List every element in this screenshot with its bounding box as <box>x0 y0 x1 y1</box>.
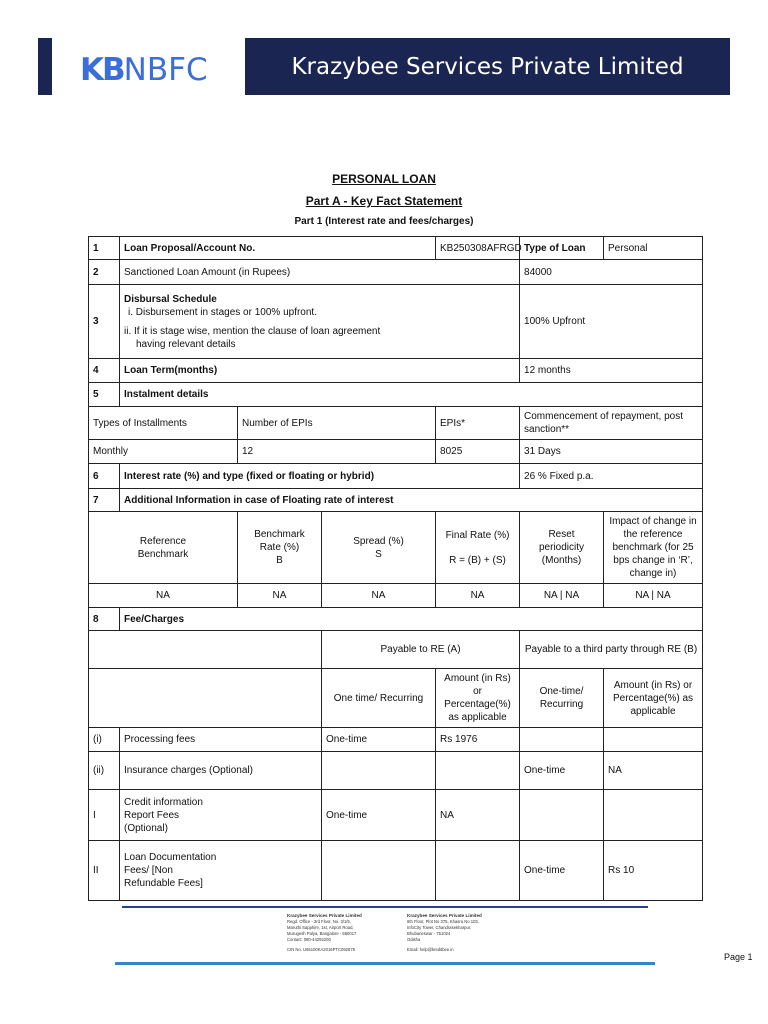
document-title: PERSONAL LOAN <box>332 172 436 186</box>
table-row <box>89 608 703 631</box>
document-subtitle: Part 1 (Interest rate and fees/charges) <box>294 216 474 227</box>
sanctioned-amount-value: 84000 <box>520 260 703 285</box>
fee-label: Processing fees <box>120 728 322 752</box>
third-party-amount-header: Amount (in Rs) or Percentage(%) as applicable <box>604 669 703 728</box>
reset-periodicity-header <box>520 512 604 584</box>
re-amount-header: Amount (in Rs) or Percentage(%) as applicable <box>436 669 520 728</box>
impact-value: NA | NA <box>604 584 703 608</box>
fee-label-text: Credit information Report Fees (Optional) <box>124 796 203 834</box>
fee-re-amount <box>436 752 520 790</box>
fee-third-frequency <box>520 728 604 752</box>
footer-text: Bhubaneswar - 751024 <box>407 931 451 936</box>
footer-divider-top <box>122 906 648 908</box>
row-number: 5 <box>89 383 120 407</box>
fee-third-amount: Rs 10 <box>604 841 703 901</box>
fee-re-amount: NA <box>436 790 520 841</box>
key-fact-table <box>88 236 703 901</box>
header-text: Rate (%) <box>259 542 300 553</box>
empty-cell <box>89 669 322 728</box>
fee-third-frequency: One-time <box>520 841 604 901</box>
loan-type-label: Type of Loan <box>520 237 604 260</box>
sanctioned-amount-label: Sanctioned Loan Amount (in Rupees) <box>120 260 520 285</box>
table-row <box>89 790 703 841</box>
table-row <box>89 237 703 260</box>
footer-text: Krazybee Services Private Limited <box>407 913 482 918</box>
footer-text: InfoCity Tower, Chandrasekharpur, <box>407 925 472 930</box>
repayment-commencement-header: Commencement of repayment, post sanction** <box>520 407 703 440</box>
payable-third-party-header: Payable to a third party through RE (B) <box>520 631 703 669</box>
header-text: Reference <box>139 535 187 547</box>
final-rate-header <box>436 512 520 584</box>
document-part-title: Part A - Key Fact Statement <box>305 194 463 208</box>
fee-re-frequency: One-time <box>322 728 436 752</box>
row-number: 1 <box>89 237 120 260</box>
page-number: Page 1 <box>724 952 753 962</box>
footer-text: Contact: 080-44292200 <box>287 937 331 942</box>
empty-cell <box>89 631 322 669</box>
disbursal-schedule-label: Disbursal Schedule <box>124 293 217 305</box>
disbursal-line-1: i. Disbursement in stages or 100% upfront. <box>128 306 317 318</box>
header-accent-bar <box>38 38 52 95</box>
floating-rate-label: Additional Information in case of Floating rate of interest <box>120 489 703 512</box>
table-row <box>89 728 703 752</box>
row-number: 6 <box>89 464 120 489</box>
fee-number: I <box>89 790 120 841</box>
epi-value: 8025 <box>436 440 520 464</box>
third-party-frequency-header: One-time/ Recurring <box>520 669 604 728</box>
footer-text: Regd. Office - 3rd Floor, No. 3/1/5, <box>287 919 351 924</box>
reset-periodicity-value: NA | NA <box>520 584 604 608</box>
footer-text: Krazybee Services Private Limited <box>287 913 362 918</box>
disbursal-schedule-cell <box>120 285 520 359</box>
row-number: 3 <box>89 285 120 359</box>
footer-text: Odisha <box>407 937 421 942</box>
header-text: Final Rate (%) <box>445 529 510 541</box>
loan-account-value: KB250308AFRGD <box>436 237 520 260</box>
fee-re-amount <box>436 841 520 901</box>
re-frequency-header: One time/ Recurring <box>322 669 436 728</box>
epi-count-header: Number of EPIs <box>238 407 436 440</box>
header-text: Benchmark <box>137 548 189 560</box>
header-text: periodicity <box>539 542 585 553</box>
fee-re-frequency: One-time <box>322 790 436 841</box>
header-text: S <box>375 548 382 560</box>
fee-re-frequency <box>322 841 436 901</box>
table-row <box>89 359 703 383</box>
fee-third-frequency <box>520 790 604 841</box>
table-row <box>89 464 703 489</box>
loan-term-value: 12 months <box>520 359 703 383</box>
footer-office-1 <box>287 913 362 953</box>
benchmark-rate-header <box>238 512 322 584</box>
fee-third-amount <box>604 728 703 752</box>
table-row <box>89 631 703 669</box>
fee-re-frequency <box>322 752 436 790</box>
footer-divider-bottom <box>115 962 655 965</box>
kbnbfc-logo <box>80 50 208 90</box>
footer-office-2 <box>407 913 482 953</box>
footer-text: Murugesh Palya, Bangalore - 560017 <box>287 931 357 936</box>
interest-rate-value: 26 % Fixed p.a. <box>520 464 703 489</box>
row-number: 8 <box>89 608 120 631</box>
fee-charges-label: Fee/Charges <box>120 608 703 631</box>
company-banner: Krazybee Services Private Limited <box>245 38 730 95</box>
logo-kb: KB <box>80 52 124 88</box>
table-row <box>89 841 703 901</box>
final-rate-value: NA <box>436 584 520 608</box>
reference-benchmark-header <box>89 512 238 584</box>
table-row <box>89 584 703 608</box>
table-row <box>89 260 703 285</box>
table-row <box>89 285 703 359</box>
disbursal-line-2: ii. If it is stage wise, mention the clause of loan agreement <box>124 325 381 337</box>
table-row <box>89 752 703 790</box>
fee-label <box>120 841 322 901</box>
table-row <box>89 440 703 464</box>
header-text: (Months) <box>541 555 582 566</box>
loan-term-label: Loan Term(months) <box>120 359 520 383</box>
logo-nbfc: NBFC <box>123 52 208 88</box>
installment-type-header: Types of Installments <box>89 407 238 440</box>
row-number: 4 <box>89 359 120 383</box>
table-row <box>89 669 703 728</box>
instalment-details-label: Instalment details <box>120 383 703 407</box>
epi-header: EPIs* <box>436 407 520 440</box>
impact-header: Impact of change in the reference benchmark (for 25 bps change in ‘R’, change in) <box>604 512 703 584</box>
table-row <box>89 489 703 512</box>
table-row <box>89 407 703 440</box>
fee-label: Insurance charges (Optional) <box>120 752 322 790</box>
footer-text: 6th Floor, Plot No 375, Khasra No 103, <box>407 919 479 924</box>
fee-third-amount <box>604 790 703 841</box>
reference-benchmark-value: NA <box>89 584 238 608</box>
spread-header <box>322 512 436 584</box>
loan-type-value: Personal <box>604 237 703 260</box>
payable-re-header: Payable to RE (A) <box>322 631 520 669</box>
fee-third-amount: NA <box>604 752 703 790</box>
table-row <box>89 383 703 407</box>
fee-label-text: Loan Documentation Fees/ [Non Refundable Fees] <box>124 852 217 889</box>
header-text: Benchmark <box>254 529 305 540</box>
header-text: Reset <box>548 529 575 540</box>
footer-text: CIN No. U65100KA2016PTC092879 <box>287 947 355 952</box>
benchmark-rate-value: NA <box>238 584 322 608</box>
fee-number: II <box>89 841 120 901</box>
row-number: 7 <box>89 489 120 512</box>
interest-rate-label: Interest rate (%) and type (fixed or floating or hybrid) <box>120 464 520 489</box>
spread-value: NA <box>322 584 436 608</box>
fee-re-amount: Rs 1976 <box>436 728 520 752</box>
disbursal-line-3: having relevant details <box>136 338 236 350</box>
header-text: Spread (%) <box>353 535 404 547</box>
loan-account-label: Loan Proposal/Account No. <box>120 237 436 260</box>
footer-text: Email: help@kreditbee.in <box>407 947 454 952</box>
fee-label <box>120 790 322 841</box>
row-number: 2 <box>89 260 120 285</box>
table-row <box>89 512 703 584</box>
header-text: R = (B) + (S) <box>449 554 506 566</box>
installment-type-value: Monthly <box>89 440 238 464</box>
fee-number: (ii) <box>89 752 120 790</box>
epi-count-value: 12 <box>238 440 436 464</box>
header-text: B <box>276 555 283 566</box>
footer-text: Maruthi Sapphire, 1st, Airport Road, <box>287 925 354 930</box>
repayment-commencement-value: 31 Days <box>520 440 703 464</box>
fee-number: (i) <box>89 728 120 752</box>
fee-third-frequency: One-time <box>520 752 604 790</box>
disbursal-schedule-value: 100% Upfront <box>520 285 703 359</box>
